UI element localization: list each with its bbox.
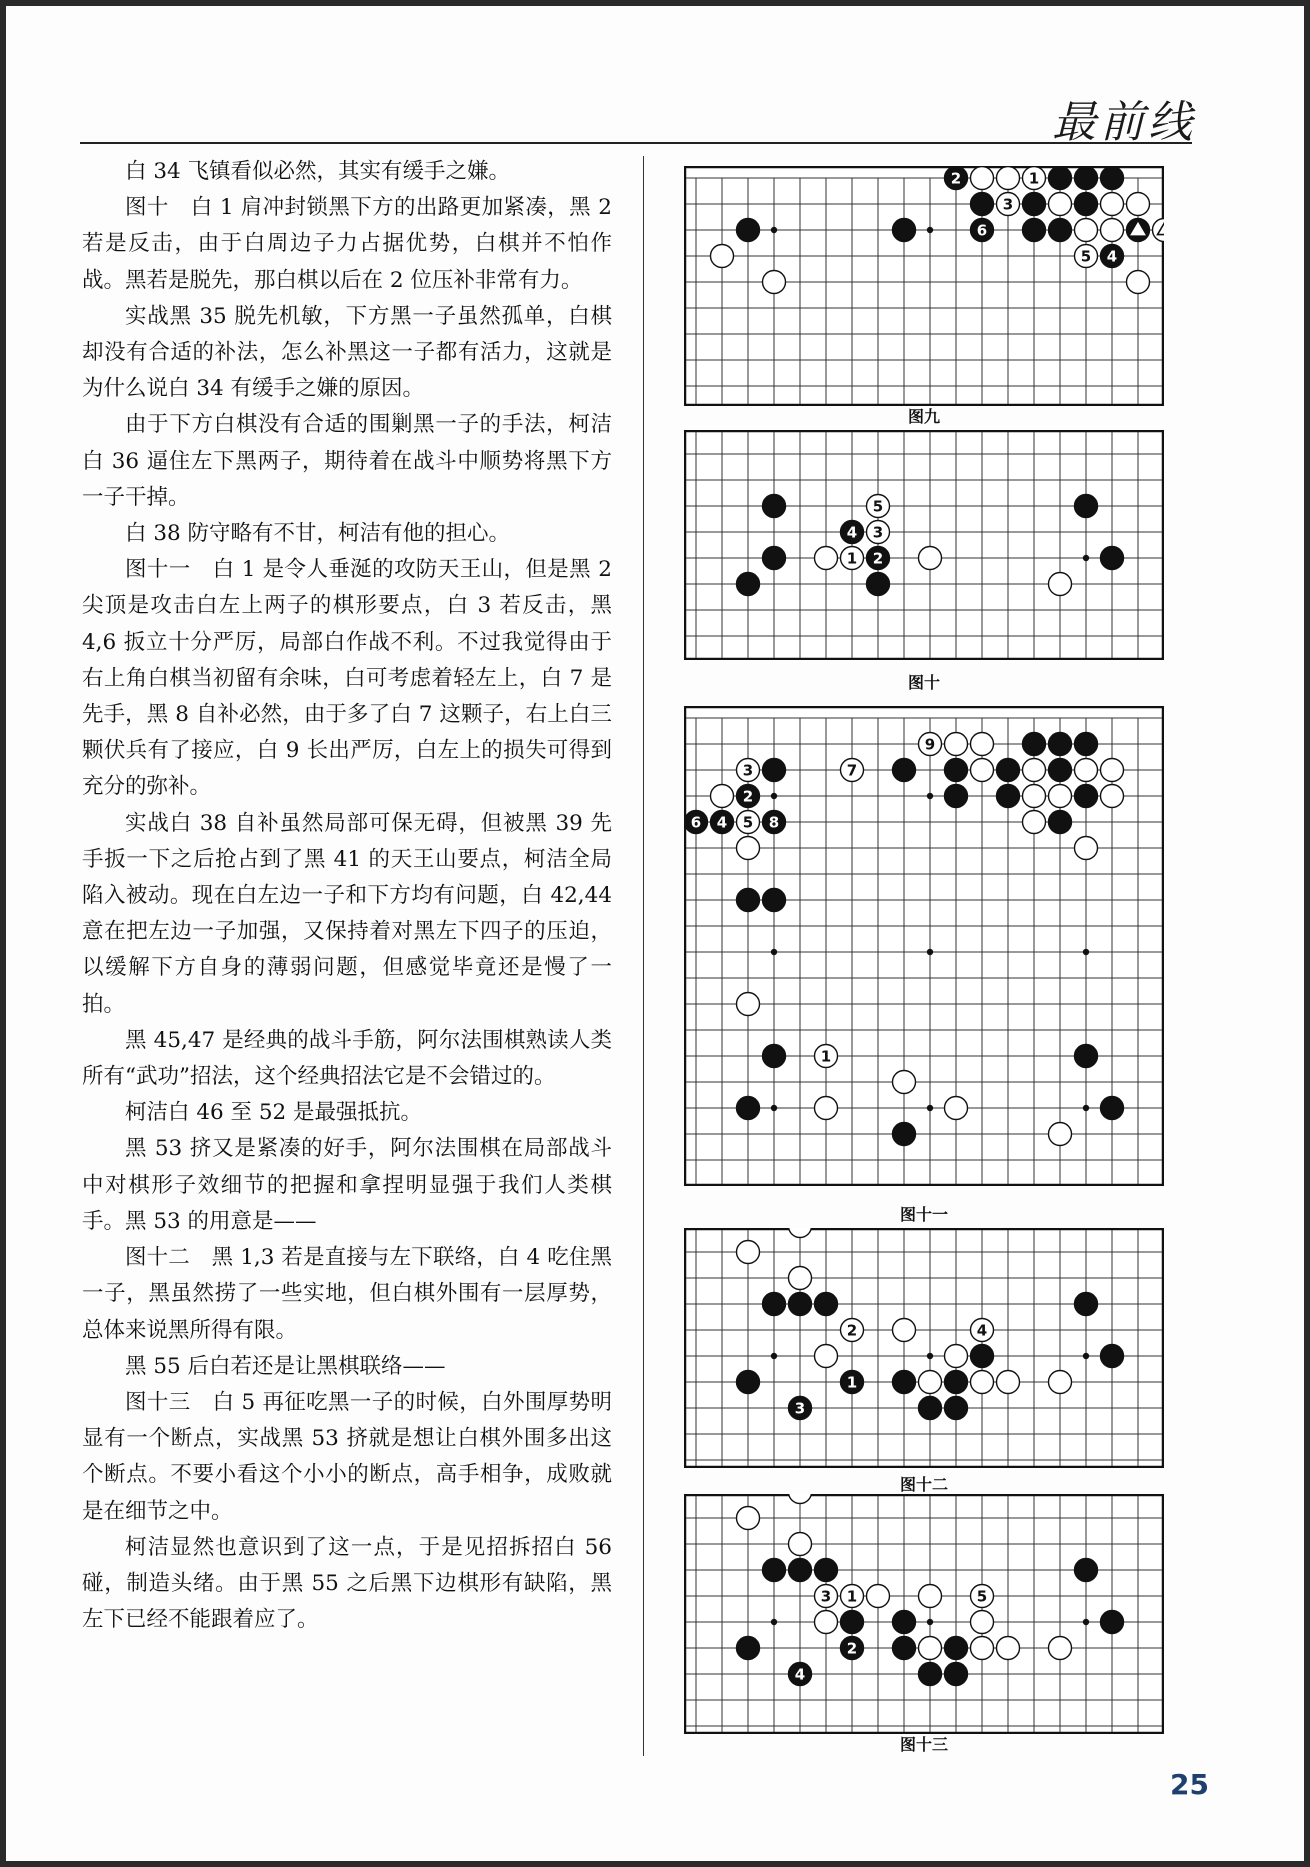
black-stone — [789, 1397, 812, 1420]
black-stone — [1075, 1293, 1098, 1316]
paragraph: 图十三 白 5 再征吃黑一子的时候，白外围厚势明显有一个断点，实战黑 53 挤就是想让白棋外围多出这个断点。不要小看这个小小的断点，高手相争，成败就是在细节之中。 — [82, 1389, 612, 1524]
black-stone — [763, 495, 786, 518]
move-number: 3 — [742, 761, 754, 780]
header-rule — [80, 142, 1192, 144]
black-stone — [945, 785, 968, 808]
diagram-caption: 图十三 — [899, 1735, 948, 1754]
star-point — [1083, 1619, 1089, 1625]
paragraph: 白 38 防守略有不甘，柯洁有他的担心。 — [125, 521, 511, 547]
paragraph: 图十二 黑 1,3 若是直接与左下联络，白 4 吃住黑一子，黑虽然捞了一些实地，但白棋外围有一层厚势，总体来说黑所得有限。 — [82, 1245, 612, 1343]
star-point — [1083, 949, 1089, 955]
white-stone — [841, 1319, 864, 1342]
black-stone — [1023, 219, 1046, 242]
black-stone — [763, 889, 786, 912]
white-stone — [737, 1507, 760, 1530]
white-stone — [867, 1585, 890, 1608]
move-number: 5 — [742, 813, 754, 832]
star-point — [927, 1353, 933, 1359]
star-point — [771, 227, 777, 233]
black-stone — [997, 759, 1020, 782]
black-stone — [763, 547, 786, 570]
move-number: 1 — [846, 549, 858, 568]
black-stone — [1101, 1611, 1124, 1634]
black-stone — [893, 1123, 916, 1146]
black-stone — [867, 547, 890, 570]
move-number: 6 — [690, 813, 702, 832]
black-stone — [867, 573, 890, 596]
black-stone — [945, 1637, 968, 1660]
black-stone — [893, 1371, 916, 1394]
black-stone — [737, 1097, 760, 1120]
black-stone — [1101, 167, 1124, 190]
star-point — [771, 793, 777, 799]
black-stone — [1075, 733, 1098, 756]
header-title: 最前线 — [1052, 97, 1196, 148]
move-number: 4 — [1106, 247, 1118, 266]
black-stone — [1075, 193, 1098, 216]
white-stone — [789, 1533, 812, 1556]
black-stone — [1049, 811, 1072, 834]
move-number: 1 — [846, 1587, 858, 1606]
white-stone — [841, 547, 864, 570]
black-stone — [945, 1371, 968, 1394]
black-stone — [919, 1397, 942, 1420]
move-number: 5 — [872, 497, 884, 516]
black-stone — [919, 1663, 942, 1686]
white-stone — [971, 1319, 994, 1342]
move-number: 4 — [716, 813, 728, 832]
star-point — [927, 227, 933, 233]
white-stone — [1023, 811, 1046, 834]
move-number: 3 — [1002, 195, 1014, 214]
star-point — [927, 949, 933, 955]
white-stone — [789, 1267, 812, 1290]
black-stone — [1075, 1045, 1098, 1068]
white-stone — [711, 785, 734, 808]
black-stone — [893, 219, 916, 242]
white-stone — [971, 759, 994, 782]
star-point — [927, 1619, 933, 1625]
black-stone — [971, 193, 994, 216]
move-number: 2 — [742, 787, 754, 806]
black-stone — [1023, 733, 1046, 756]
black-stone — [763, 1045, 786, 1068]
black-stone — [841, 1611, 864, 1634]
star-point — [927, 1105, 933, 1111]
white-stone — [1127, 271, 1150, 294]
star-point — [771, 949, 777, 955]
white-stone — [997, 1371, 1020, 1394]
paragraph: 图十 白 1 肩冲封锁黑下方的出路更加紧凑，黑 2 若是反击，由于白周边子力占据优势，白棋并不怕作战。黑若是脱先，那白棋以后在 2 位压补非常有力。 — [82, 195, 612, 293]
black-stone — [789, 1663, 812, 1686]
black-stone — [815, 1559, 838, 1582]
black-stone — [789, 1293, 812, 1316]
white-stone — [1127, 193, 1150, 216]
white-stone — [919, 733, 942, 756]
white-stone — [971, 1371, 994, 1394]
star-point — [771, 1353, 777, 1359]
white-stone — [919, 1371, 942, 1394]
move-number: 4 — [846, 523, 858, 542]
white-stone — [1075, 219, 1098, 242]
black-stone — [1101, 1345, 1124, 1368]
star-point — [1083, 1353, 1089, 1359]
black-stone — [945, 759, 968, 782]
black-stone — [1049, 733, 1072, 756]
black-stone — [945, 1663, 968, 1686]
black-stone — [1075, 495, 1098, 518]
black-stone — [971, 1345, 994, 1368]
page-number: 25 — [1170, 1768, 1209, 1801]
star-point — [771, 1619, 777, 1625]
black-stone — [1023, 193, 1046, 216]
black-stone — [841, 1371, 864, 1394]
white-stone — [1101, 759, 1124, 782]
diagram-caption: 图十 — [907, 673, 940, 692]
white-stone — [737, 1241, 760, 1264]
black-stone — [1101, 547, 1124, 570]
black-stone — [711, 811, 734, 834]
black-stone — [971, 219, 994, 242]
move-number: 5 — [976, 1587, 988, 1606]
paragraph: 由于下方白棋没有合适的围剿黑一子的手法，柯洁白 36 逼住左下黑两子，期待着在战斗中顺势将黑下方一子干掉。 — [82, 412, 612, 510]
black-stone — [893, 759, 916, 782]
white-stone — [997, 193, 1020, 216]
paragraph: 实战黑 35 脱先机敏，下方黑一子虽然孤单，白棋却没有合适的补法，怎么补黑这一子都有活力，这就是为什么说白 34 有缓手之嫌的原因。 — [82, 303, 612, 402]
move-number: 4 — [976, 1321, 988, 1340]
white-stone — [1023, 759, 1046, 782]
go-diagram-12 — [684, 1228, 1164, 1468]
move-number: 4 — [794, 1665, 806, 1684]
black-stone — [1049, 167, 1072, 190]
move-number: 3 — [872, 523, 884, 542]
board-frame — [685, 1229, 1163, 1467]
move-number: 2 — [872, 549, 884, 568]
white-stone — [815, 1345, 838, 1368]
paragraph: 黑 45,47 是经典的战斗手筋，阿尔法围棋熟读人类所有“武功”招法，这个经典招法它是不会错过的。 — [82, 1027, 612, 1090]
page — [6, 6, 1304, 1861]
black-stone — [945, 167, 968, 190]
white-stone — [893, 1319, 916, 1342]
paragraph: 白 34 飞镇看似必然，其实有缓手之嫌。 — [125, 159, 511, 184]
black-stone — [1101, 1097, 1124, 1120]
black-stone — [1075, 785, 1098, 808]
white-stone — [1049, 1123, 1072, 1146]
move-number: 3 — [794, 1399, 806, 1418]
go-diagram-11 — [684, 706, 1164, 1186]
black-stone — [1101, 245, 1124, 268]
board-frame — [685, 431, 1163, 659]
black-stone — [763, 1293, 786, 1316]
move-number: 1 — [846, 1373, 858, 1392]
white-stone — [737, 837, 760, 860]
move-number: 1 — [820, 1047, 832, 1066]
black-stone — [763, 1559, 786, 1582]
white-stone — [997, 1637, 1020, 1660]
white-stone — [1075, 837, 1098, 860]
black-stone — [737, 1371, 760, 1394]
white-stone — [1049, 1637, 1072, 1660]
column-divider — [643, 156, 644, 1756]
white-stone — [919, 1585, 942, 1608]
white-stone — [945, 733, 968, 756]
white-stone — [1049, 193, 1072, 216]
white-stone — [1049, 573, 1072, 596]
white-stone — [815, 1045, 838, 1068]
white-stone — [945, 1345, 968, 1368]
star-point — [1083, 555, 1089, 561]
black-stone — [1075, 1559, 1098, 1582]
go-diagram-13 — [684, 1494, 1164, 1734]
move-number: 2 — [846, 1639, 858, 1658]
black-stone — [997, 785, 1020, 808]
black-stone — [1049, 759, 1072, 782]
paragraph: 柯洁显然也意识到了这一点，于是见招拆招白 56 碰，制造头绪。由于黑 55 之后黑下边棋形有缺陷，黑左下已经不能跟着应了。 — [82, 1534, 612, 1633]
white-stone — [1101, 219, 1124, 242]
white-stone — [1023, 167, 1046, 190]
black-stone — [945, 1397, 968, 1420]
diagram-caption: 图十一 — [899, 1205, 948, 1224]
black-stone — [815, 1293, 838, 1316]
move-number: 6 — [976, 221, 988, 240]
white-stone — [711, 245, 734, 268]
board-frame — [685, 1495, 1163, 1733]
white-stone — [1049, 785, 1072, 808]
black-stone — [841, 1637, 864, 1660]
black-stone — [763, 811, 786, 834]
white-stone — [815, 1097, 838, 1120]
black-stone — [685, 811, 708, 834]
white-stone — [1049, 1371, 1072, 1394]
black-stone — [789, 1559, 812, 1582]
black-stone — [893, 1611, 916, 1634]
black-stone — [737, 889, 760, 912]
white-stone — [1101, 193, 1124, 216]
move-number: 9 — [924, 735, 936, 754]
paragraph: 黑 53 挤又是紧凑的好手，阿尔法围棋在局部战斗中对棋形子效细节的把握和拿捏明显强于我们人类棋手。黑 53 的用意是—— — [82, 1136, 612, 1234]
white-stone — [815, 1611, 838, 1634]
black-stone — [1049, 219, 1072, 242]
white-stone — [737, 811, 760, 834]
move-number: 5 — [1080, 247, 1092, 266]
move-number: 2 — [846, 1321, 858, 1340]
black-stone — [737, 219, 760, 242]
paragraph: 柯洁白 46 至 52 是最强抵抗。 — [125, 1100, 423, 1126]
white-stone — [1075, 759, 1098, 782]
white-stone — [971, 1637, 994, 1660]
white-stone — [763, 271, 786, 294]
white-stone — [971, 167, 994, 190]
white-stone — [867, 521, 890, 544]
white-stone — [841, 1585, 864, 1608]
white-stone — [971, 733, 994, 756]
move-number: 2 — [950, 169, 962, 188]
white-stone — [893, 1071, 916, 1094]
go-diagram-9 — [684, 166, 1164, 406]
star-point — [1083, 1105, 1089, 1111]
white-stone — [945, 1097, 968, 1120]
move-number: 1 — [1028, 169, 1040, 188]
black-stone — [737, 1637, 760, 1660]
white-stone — [867, 495, 890, 518]
paragraph: 图十一 白 1 是令人垂涎的攻防天王山，但是黑 2 尖顶是攻击白左上两子的棋形要点，白 3 若反击，黑 4,6 扳立十分严厉，局部白作战不利。不过我觉得由于右上角白棋当初留有余味，白可考虑着轻左上，白 7 是先手，黑 8 自补必然，由于多了白 7 这颗子，右上白三颗伏兵有了接应，白 9 长出严厉，白左上的损失可得到充分的弥补。 — [82, 557, 612, 800]
black-stone — [763, 759, 786, 782]
star-point — [771, 1105, 777, 1111]
white-stone — [815, 1585, 838, 1608]
paragraph: 实战白 38 自补虽然局部可保无碍，但被黑 39 先手扳一下之后抢占到了黑 41 的天王山要点，柯洁全局陷入被动。现在白左边一子和下方均有问题，白 42,44 意在把左边一子加强，又保持着对黑左下四子的压迫，以缓解下方自身的薄弱问题，但感觉毕竟还是慢了一拍。 — [82, 810, 612, 1017]
move-number: 7 — [846, 761, 858, 780]
black-stone — [893, 1637, 916, 1660]
white-stone — [919, 547, 942, 570]
black-stone — [737, 785, 760, 808]
white-stone — [919, 1637, 942, 1660]
white-stone — [737, 759, 760, 782]
diagram-caption: 图九 — [907, 407, 940, 426]
black-stone — [1127, 219, 1150, 242]
white-stone — [737, 993, 760, 1016]
black-stone — [737, 573, 760, 596]
go-diagram-10 — [684, 430, 1164, 660]
paragraph: 黑 55 后白若还是让黑棋联络—— — [125, 1353, 446, 1379]
white-stone — [971, 1611, 994, 1634]
white-stone — [1075, 245, 1098, 268]
white-stone — [997, 167, 1020, 190]
white-stone — [1023, 785, 1046, 808]
article-text — [82, 154, 612, 1638]
move-number: 8 — [768, 813, 780, 832]
black-stone — [841, 521, 864, 544]
white-stone — [971, 1585, 994, 1608]
diagram-caption: 图十二 — [899, 1475, 948, 1494]
move-number: 3 — [820, 1587, 832, 1606]
black-stone — [1075, 167, 1098, 190]
white-stone — [1101, 785, 1124, 808]
star-point — [927, 793, 933, 799]
white-stone — [841, 759, 864, 782]
white-stone — [815, 547, 838, 570]
